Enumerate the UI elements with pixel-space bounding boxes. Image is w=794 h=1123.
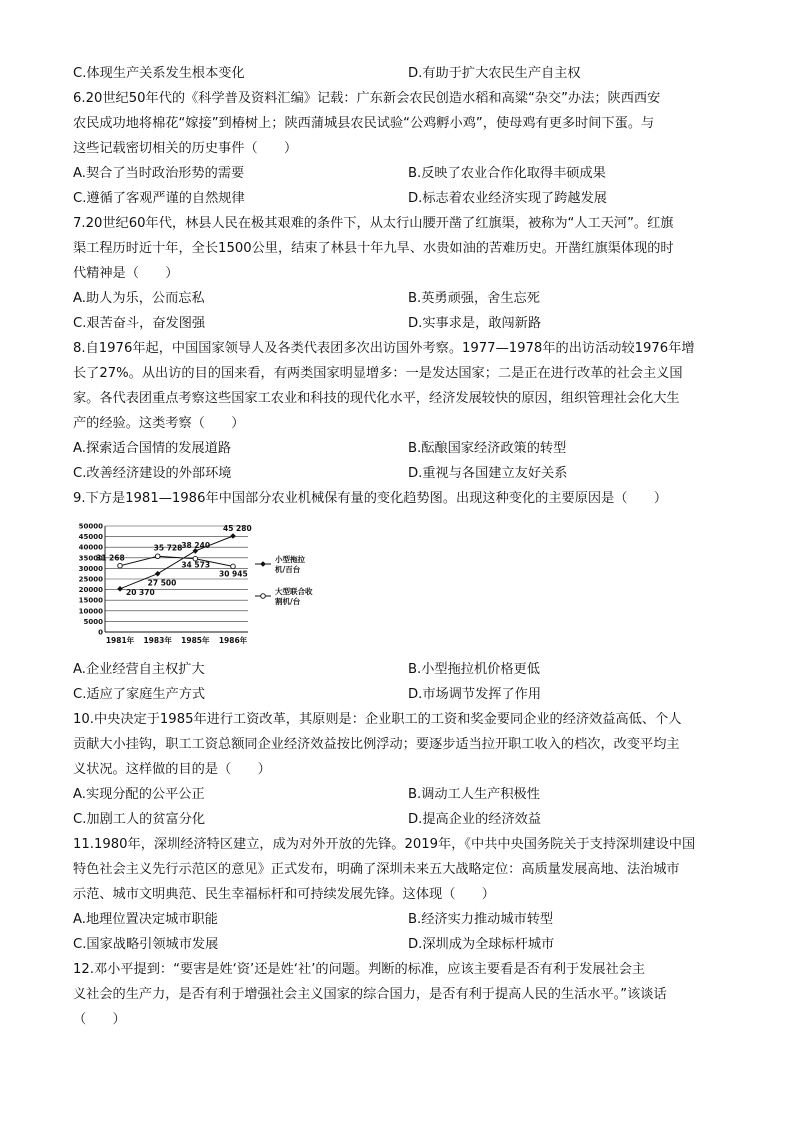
q9-option-c: C.适应了家庭生产方式 — [73, 687, 206, 702]
q9-option-a: A.企业经营自主权扩大 — [73, 662, 205, 677]
y-tick-label: 45000 — [78, 533, 103, 542]
q6-option-a: A.契合了当时政治形势的需要 — [73, 166, 245, 181]
y-tick-label: 0 — [98, 628, 103, 637]
q6-option-c: C.遵循了客观严谨的自然规律 — [73, 191, 245, 206]
data-label: 27 500 — [147, 578, 177, 588]
q11-option-c: C.国家战略引领城市发展 — [73, 937, 219, 952]
q10-option-d: D.提高企业的经济效益 — [408, 812, 542, 827]
q10-option-c: C.加剧工人的贫富分化 — [73, 812, 206, 827]
q9-option-d: D.市场调节发挥了作用 — [408, 687, 542, 702]
q12-stem-line: 12.邓小平提到：“要害是姓‘资’还是姓‘社’的问题。判断的标准，应该主要看是否有利于发展社会主 — [73, 962, 646, 977]
data-point-diamond — [230, 533, 236, 539]
q10-option-b: B.调动工人生产积极性 — [408, 787, 540, 802]
q7-option-c: C.艰苦奋斗，奋发图强 — [73, 316, 206, 331]
q5-option-d: D.有助于扩大农民生产自主权 — [408, 66, 581, 81]
data-label: 30 945 — [219, 569, 248, 579]
q5-option-c: C.体现生产关系发生根本变化 — [73, 66, 245, 81]
y-tick-label: 40000 — [78, 543, 103, 552]
data-label: 20 370 — [126, 587, 155, 597]
q6-stem-line: 这些记载密切相关的历史事件（ ） — [73, 141, 298, 156]
y-tick-label: 15000 — [78, 596, 103, 605]
legend-label: 机/百台 — [275, 565, 301, 574]
y-tick-label: 10000 — [78, 607, 103, 616]
data-point-circle — [231, 564, 236, 569]
q7-option-a: A.助人为乐，公而忘私 — [73, 291, 205, 306]
data-point-circle — [155, 554, 160, 559]
q9-chart — [73, 520, 343, 650]
q11-option-a: A.地理位置决定城市职能 — [73, 912, 218, 927]
q8-option-c: C.改善经济建设的外部环境 — [73, 466, 232, 481]
legend-label: 割机/台 — [275, 597, 301, 606]
q10-option-a: A.实现分配的公平公正 — [73, 787, 205, 802]
y-tick-label: 50000 — [78, 522, 103, 531]
q8-option-b: B.酝酿国家经济政策的转型 — [408, 441, 567, 456]
q12-stem-line: （ ） — [73, 1012, 126, 1027]
x-tick-label: 1985年 — [181, 636, 210, 645]
q8-stem-line: 8.自1976年起，中国国家领导人及各类代表团多次出访国外考察。1977—1978年的出访活动较1976年增 — [73, 341, 695, 356]
data-label: 34 573 — [181, 560, 211, 570]
y-tick-label: 30000 — [78, 564, 103, 573]
y-tick-label: 5000 — [83, 617, 103, 626]
q10-stem-line: 义状况。这样做的目的是（ ） — [73, 762, 271, 777]
q6-stem-line: 6.20世纪50年代的《科学普及资料汇编》记载：广东新会农民创造水稻和高粱“杂交”办法；陕西西安 — [73, 91, 661, 106]
data-point-circle — [118, 563, 123, 568]
q10-stem-line: 贡献大小挂钩，职工工资总额同企业经济效益按比例浮动；要逐步适当拉开职工收入的档次，改变平均主 — [73, 737, 680, 752]
q12-stem-line: 义社会的生产力，是否有利于增强社会主义国家的综合国力，是否有利于提高人民的生活水平。”该谈话 — [73, 987, 667, 1002]
q6-stem-line: 农民成功地将棉花“嫁接”到椿树上；陕西蒲城县农民试验“公鸡孵小鸡”，使母鸡有更多时间下蛋。与 — [73, 116, 655, 131]
q11-option-b: B.经济实力推动城市转型 — [408, 912, 554, 927]
q8-option-a: A.探索适合国情的发展道路 — [73, 441, 232, 456]
legend-label: 大型联合收 — [275, 587, 313, 596]
legend-marker-diamond — [260, 561, 266, 567]
q6-option-b: B.反映了农业合作化取得丰硕成果 — [408, 166, 606, 181]
q6-option-d: D.标志着农业经济实现了跨越发展 — [408, 191, 607, 206]
y-tick-label: 20000 — [78, 586, 103, 595]
q11-stem-line: 示范、城市文明典范、民生幸福标杆和可持续发展先锋。这体现（ ） — [73, 887, 495, 902]
q7-option-b: B.英勇顽强，舍生忘死 — [408, 291, 540, 306]
q8-stem-line: 长了27%。从出访的目的国来看，有两类国家明显增多：一是发达国家；二是正在进行改革的社会主义国 — [73, 366, 683, 381]
q8-stem-line: 产的经验。这类考察（ ） — [73, 416, 245, 431]
data-point-diamond — [155, 571, 161, 577]
q11-stem-line: 11.1980年，深圳经济特区建立，成为对外开放的先锋。2019年，《中共中央国务院关于支持深圳建设中国 — [73, 837, 696, 852]
y-tick-label: 25000 — [78, 575, 103, 584]
q9-option-b: B.小型拖拉机价格更低 — [408, 662, 540, 677]
q11-option-d: D.深圳成为全球标杆城市 — [408, 937, 555, 952]
q8-option-d: D.重视与各国建立友好关系 — [408, 466, 568, 481]
q7-stem-line: 渠工程历时近十年，全长1500公里，结束了林县十年九旱、水贵如油的苦难历史。开凿红旗渠体现的时 — [73, 241, 674, 256]
q7-option-d: D.实事求是，敢闯新路 — [408, 316, 542, 331]
data-label: 35 728 — [153, 543, 183, 553]
data-label: 38 240 — [181, 540, 211, 550]
legend-marker-circle — [261, 594, 266, 599]
q8-stem-line: 家。各代表团重点考察这些国家工农业和科技的现代化水平，经济发展较快的原因，组织管理社会化大生 — [73, 391, 680, 406]
q7-stem-line: 代精神是（ ） — [73, 266, 179, 281]
data-label: 31 268 — [96, 553, 125, 563]
data-point-diamond — [117, 586, 123, 592]
line-chart-svg — [73, 520, 343, 650]
q7-stem-line: 7.20世纪60年代，林县人民在极其艰难的条件下，从太行山腰开凿了红旗渠，被称为“人工天河”。红旗 — [73, 216, 674, 231]
data-label: 45 280 — [223, 524, 252, 534]
q9-stem: 9.下方是1981—1986年中国部分农业机械保有量的变化趋势图。出现这种变化的主要原因是（ ） — [73, 491, 668, 506]
legend-label: 小型拖拉 — [275, 555, 305, 564]
q11-stem-line: 特色社会主义先行示范区的意见》正式发布，明确了深圳未来五大战略定位：高质量发展高地、法治城市 — [73, 862, 680, 877]
q10-stem-line: 10.中央决定于1985年进行工资改革，其原则是：企业职工的工资和奖金要同企业的经济效益高低、个人 — [73, 712, 682, 727]
x-tick-label: 1986年 — [218, 636, 248, 645]
x-tick-label: 1983年 — [143, 636, 172, 645]
x-tick-label: 1981年 — [105, 636, 135, 645]
y-tick-label: 35000 — [78, 554, 103, 563]
